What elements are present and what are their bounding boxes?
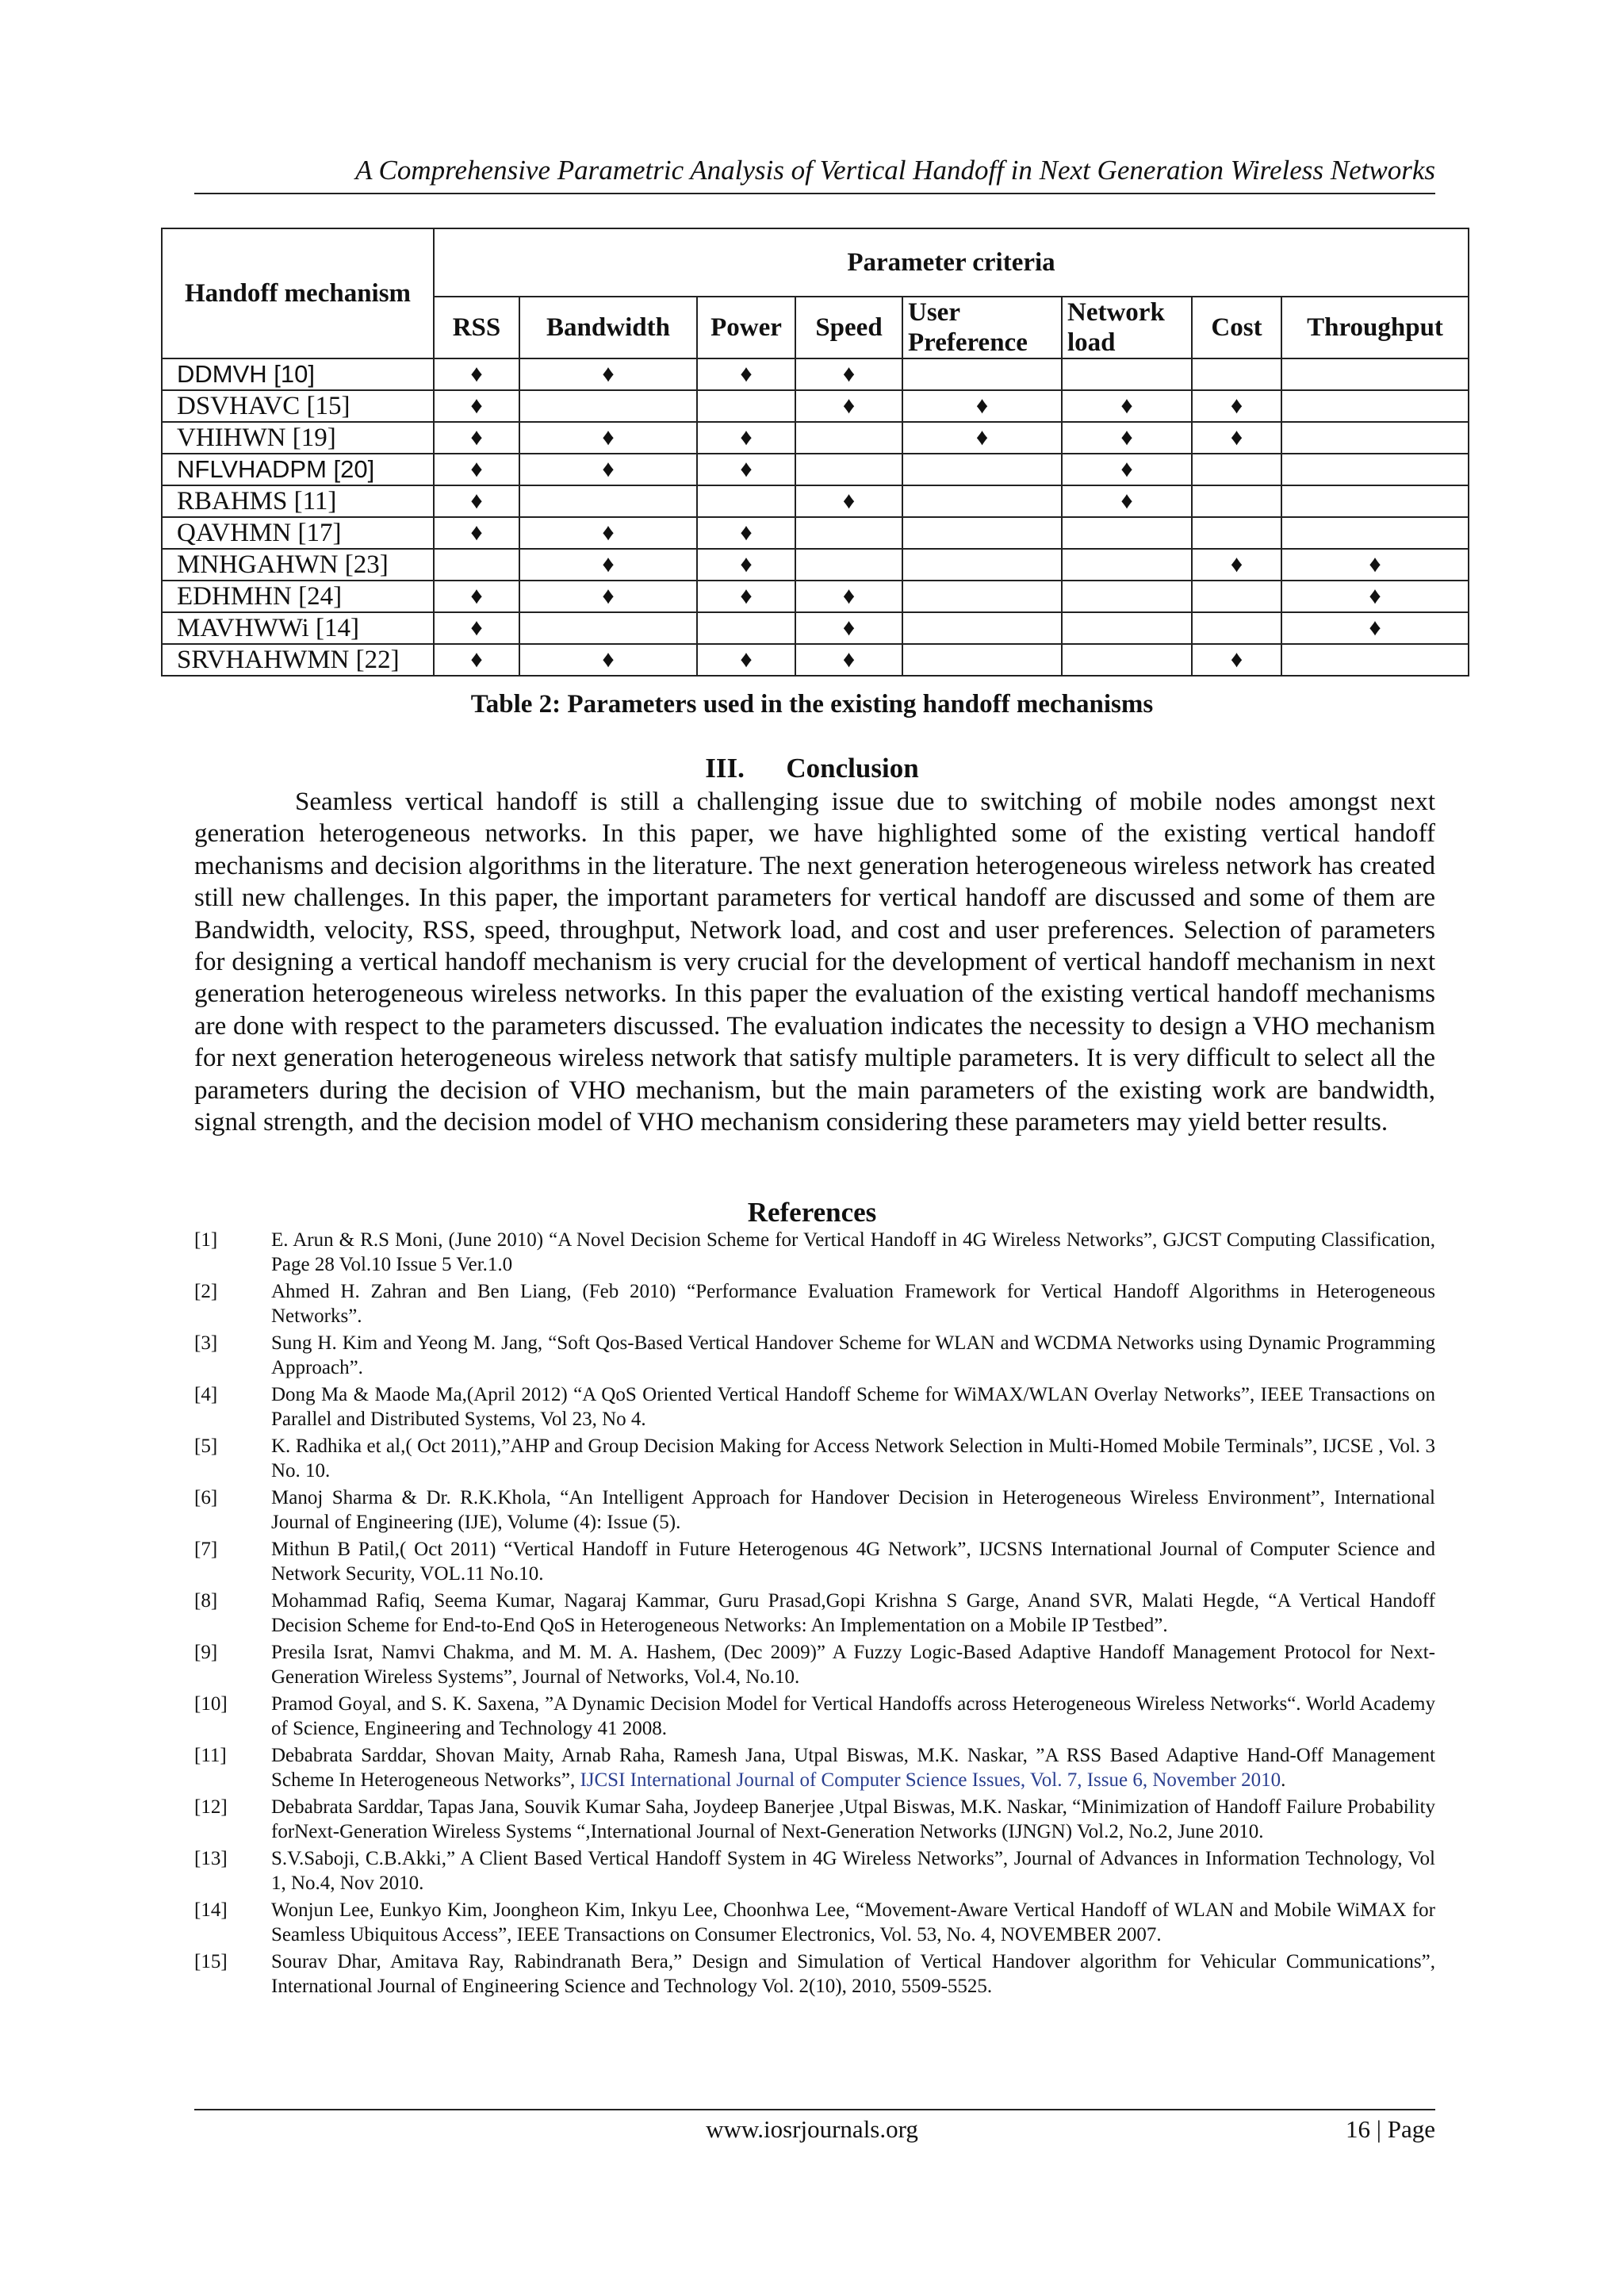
- reference-link[interactable]: IJCSI International Journal of Computer Science Issues, Vol. 7, Issue 6, November 2010: [580, 1769, 1281, 1791]
- parameter-cell: [697, 517, 795, 549]
- parameter-cell: [902, 390, 1062, 422]
- diamond-marker-icon: ♦: [602, 361, 615, 387]
- parameter-cell: [1192, 581, 1281, 612]
- mechanism-name: DSVHAVC [15]: [162, 390, 434, 422]
- reference-text: [271, 1485, 1435, 1535]
- diamond-marker-icon: ♦: [740, 646, 753, 673]
- reference-text: [271, 1640, 1435, 1689]
- diamond-marker-icon: ♦: [602, 456, 615, 482]
- table-row: [162, 612, 1469, 644]
- parameter-cell: [1281, 581, 1469, 612]
- diamond-marker-icon: ♦: [842, 615, 856, 641]
- mechanism-name: RBAHMS [11]: [162, 485, 434, 517]
- parameter-cell: [1192, 612, 1281, 644]
- reference-text: [271, 1537, 1435, 1586]
- diamond-marker-icon: ♦: [740, 361, 753, 387]
- parameter-cell: [1062, 612, 1192, 644]
- diamond-marker-icon: ♦: [842, 583, 856, 609]
- table-row: [162, 581, 1469, 612]
- reference-item: [194, 1846, 1435, 1895]
- mechanism-name: EDHMHN [24]: [162, 581, 434, 612]
- parameter-cell: [519, 390, 697, 422]
- reference-text-body: Mohammad Rafiq, Seema Kumar, Nagaraj Kammar, Guru Prasad,Gopi Krishna S Garge, Anand SVR, Malati Hegde, “A Vertical Handoff Decision Scheme for End-to-End QoS in Heterogeneous Networks: An Implementation on a Mobile IP Testbed”.: [271, 1590, 1435, 1636]
- parameter-cell: [434, 581, 519, 612]
- parameter-cell: [1192, 485, 1281, 517]
- parameter-cell: [1062, 517, 1192, 549]
- reference-number: [5]: [194, 1435, 218, 1457]
- diamond-marker-icon: ♦: [1120, 424, 1133, 450]
- reference-text-body: Sung H. Kim and Yeong M. Jang, “Soft Qos-Based Vertical Handover Scheme for WLAN and WCDMA Networks using Dynamic Programming Approach”.: [271, 1332, 1435, 1378]
- mechanism-name: MNHGAHWN [23]: [162, 549, 434, 581]
- references-list: [194, 1228, 1435, 2001]
- parameter-cell: [1062, 549, 1192, 581]
- reference-text: [271, 1589, 1435, 1638]
- diamond-marker-icon: ♦: [1369, 583, 1381, 609]
- references-heading: References: [747, 1197, 877, 1228]
- parameter-cell: [697, 422, 795, 454]
- parameter-cell: [434, 358, 519, 390]
- diamond-marker-icon: ♦: [1120, 456, 1133, 482]
- diamond-marker-icon: ♦: [470, 583, 483, 609]
- diamond-marker-icon: ♦: [842, 393, 856, 419]
- parameter-cell: [519, 358, 697, 390]
- diamond-marker-icon: ♦: [602, 424, 615, 450]
- diamond-marker-icon: ♦: [470, 424, 483, 450]
- reference-number: [6]: [194, 1487, 218, 1508]
- reference-item: [194, 1898, 1435, 1947]
- parameter-cell: [697, 612, 795, 644]
- reference-number: [15]: [194, 1951, 228, 1972]
- reference-item: [194, 1743, 1435, 1792]
- reference-text-body: Sourav Dhar, Amitava Ray, Rabindranath Bera,” Design and Simulation of Vertical Handover algorithm for Vehicular Communications”, International Journal of Engineering Science and Technology Vol. 2(10), 2010, 5509-5525.: [271, 1951, 1435, 1997]
- parameter-cell: [434, 644, 519, 676]
- column-header: Throughput: [1281, 297, 1469, 358]
- table-row: [162, 390, 1469, 422]
- reference-item: [194, 1382, 1435, 1432]
- diamond-marker-icon: ♦: [740, 424, 753, 450]
- parameter-cell: [434, 454, 519, 485]
- parameter-cell: [1192, 517, 1281, 549]
- reference-item: [194, 1434, 1435, 1483]
- column-header: Power: [697, 297, 795, 358]
- diamond-marker-icon: ♦: [602, 583, 615, 609]
- table-row: [162, 485, 1469, 517]
- reference-text: [271, 1743, 1435, 1792]
- parameter-cell: [902, 612, 1062, 644]
- parameter-cell: [434, 517, 519, 549]
- running-header: A Comprehensive Parametric Analysis of Vertical Handoff in Next Generation Wireless Networks: [355, 155, 1435, 186]
- reference-text: [271, 1228, 1435, 1277]
- diamond-marker-icon: ♦: [602, 646, 615, 673]
- reference-item: [194, 1279, 1435, 1328]
- parameter-cell: [902, 485, 1062, 517]
- diamond-marker-icon: ♦: [1369, 551, 1381, 577]
- reference-number: [10]: [194, 1693, 228, 1715]
- parameter-cell: [519, 454, 697, 485]
- reference-text: [271, 1692, 1435, 1741]
- column-header: Bandwidth: [519, 297, 697, 358]
- reference-text-body: Presila Israt, Namvi Chakma, and M. M. A. Hashem, (Dec 2009)” A Fuzzy Logic-Based Adaptive Handoff Management Protocol for Next-Generation Wireless Systems”, Journal of Networks, Vol.4, No.10.: [271, 1642, 1435, 1688]
- diamond-marker-icon: ♦: [470, 393, 483, 419]
- parameter-cell: [902, 581, 1062, 612]
- mechanism-name: VHIHWN [19]: [162, 422, 434, 454]
- reference-text-body: Manoj Sharma & Dr. R.K.Khola, “An Intelligent Approach for Handover Decision in Heterogeneous Wireless Environment”, International Journal of Engineering (IJE), Volume (4): Issue (5).: [271, 1487, 1435, 1533]
- footer-website: www.iosrjournals.org: [706, 2115, 918, 2143]
- footer-rule: [194, 2109, 1435, 2110]
- parameter-cell: [1192, 358, 1281, 390]
- diamond-marker-icon: ♦: [842, 646, 856, 673]
- diamond-marker-icon: ♦: [1230, 393, 1243, 419]
- reference-text-body: E. Arun & R.S Moni, (June 2010) “A Novel Decision Scheme for Vertical Handoff in 4G Wireless Networks”, GJCST Computing Classification, Page 28 Vol.10 Issue 5 Ver.1.0: [271, 1229, 1435, 1275]
- reference-number: [12]: [194, 1796, 228, 1818]
- parameter-cell: [519, 549, 697, 581]
- diamond-marker-icon: ♦: [470, 519, 483, 546]
- parameter-cell: [697, 581, 795, 612]
- reference-number: [11]: [194, 1745, 227, 1766]
- diamond-marker-icon: ♦: [1120, 488, 1133, 514]
- diamond-marker-icon: ♦: [975, 424, 989, 450]
- reference-number: [3]: [194, 1332, 218, 1354]
- table-row: [162, 454, 1469, 485]
- parameter-cell: [902, 644, 1062, 676]
- parameter-cell: [1062, 454, 1192, 485]
- mechanism-name: DDMVH [10]: [162, 358, 434, 390]
- parameter-cell: [434, 612, 519, 644]
- parameter-cell: [1192, 644, 1281, 676]
- parameter-cell: [1062, 358, 1192, 390]
- column-header: Network load: [1062, 297, 1192, 358]
- reference-number: [2]: [194, 1281, 218, 1302]
- parameter-cell: [1192, 454, 1281, 485]
- reference-item: [194, 1692, 1435, 1741]
- parameter-cell: [902, 517, 1062, 549]
- table-caption: Table 2: Parameters used in the existing handoff mechanisms: [470, 690, 1154, 719]
- table-row: [162, 644, 1469, 676]
- diamond-marker-icon: ♦: [740, 583, 753, 609]
- diamond-marker-icon: ♦: [1230, 424, 1243, 450]
- parameter-cell: [697, 358, 795, 390]
- parameter-cell: [902, 422, 1062, 454]
- reference-item: [194, 1795, 1435, 1844]
- parameter-cell: [697, 390, 795, 422]
- parameter-cell: [1192, 390, 1281, 422]
- parameter-cell: [1281, 612, 1469, 644]
- diamond-marker-icon: ♦: [740, 519, 753, 546]
- reference-text-body: S.V.Saboji, C.B.Akki,” A Client Based Vertical Handoff System in 4G Wireless Networks”, Journal of Advances in Information Technology, Vol 1, No.4, Nov 2010.: [271, 1848, 1435, 1894]
- reference-text: [271, 1795, 1435, 1844]
- reference-text: [271, 1898, 1435, 1947]
- column-header: Cost: [1192, 297, 1281, 358]
- parameter-cell: [902, 549, 1062, 581]
- conclusion-paragraph: Seamless vertical handoff is still a challenging issue due to switching of mobile nodes amongst next generation heterogeneous networks. In this paper, we have highlighted some of the existing vertical handoff mechanisms and decision algorithms in the literature. The next generation heterogeneous wireless network has created still new challenges. In this paper, the important parameters for vertical handoff are discussed and some of them are Bandwidth, velocity, RSS, speed, throughput, Network load, and cost and user preferences. Selection of parameters for designing a vertical handoff mechanism is very crucial for the development of vertical handoff mechanism in next generation heterogeneous wireless networks. In this paper the evaluation of the existing vertical handoff mechanisms are done with respect to the parameters discussed. The evaluation indicates the necessity to design a VHO mechanism for next generation heterogeneous wireless network that satisfy multiple parameters. It is very difficult to select all the parameters during the decision of VHO mechanism, but the main parameters of the existing work are bandwidth, signal strength, and the decision model of VHO mechanism considering these parameters may yield better results.: [194, 788, 1435, 1137]
- parameter-cell: [795, 454, 902, 485]
- parameter-cell: [519, 581, 697, 612]
- parameters-table: [161, 228, 1469, 677]
- diamond-marker-icon: ♦: [602, 551, 615, 577]
- parameter-criteria-header: Parameter criteria: [434, 228, 1469, 297]
- parameter-cell: [795, 422, 902, 454]
- parameter-cell: [697, 549, 795, 581]
- parameter-cell: [795, 517, 902, 549]
- mechanism-name: QAVHMN [17]: [162, 517, 434, 549]
- parameter-cell: [795, 612, 902, 644]
- reference-text-body: Pramod Goyal, and S. K. Saxena, ”A Dynamic Decision Model for Vertical Handoffs across Heterogeneous Wireless Networks“. World Academy of Science, Engineering and Technology 41 2008.: [271, 1693, 1435, 1739]
- column-header: Speed: [795, 297, 902, 358]
- parameter-cell: [902, 454, 1062, 485]
- diamond-marker-icon: ♦: [470, 361, 483, 387]
- diamond-marker-icon: ♦: [975, 393, 989, 419]
- parameter-cell: [519, 644, 697, 676]
- reference-text-body: Wonjun Lee, Eunkyo Kim, Joongheon Kim, Inkyu Lee, Choonhwa Lee, “Movement-Aware Vertical Handoff of WLAN and Mobile WiMAX for Seamless Ubiquitous Access”, IEEE Transactions on Consumer Electronics, Vol. 53, No. 4, NOVEMBER 2007.: [271, 1899, 1435, 1945]
- diamond-marker-icon: ♦: [740, 551, 753, 577]
- reference-text: [271, 1331, 1435, 1380]
- reference-text: [271, 1949, 1435, 1999]
- parameter-cell: [1281, 422, 1469, 454]
- parameter-cell: [519, 422, 697, 454]
- parameter-cell: [519, 517, 697, 549]
- parameter-cell: [1281, 454, 1469, 485]
- table-body: [162, 358, 1469, 676]
- reference-text-body: Debabrata Sarddar, Shovan Maity, Arnab Raha, Ramesh Jana, Utpal Biswas, M.K. Naskar, ”A RSS Based Adaptive Hand-Off Management Scheme In Heterogeneous Networks”,: [271, 1745, 1435, 1791]
- parameter-cell: [1281, 390, 1469, 422]
- parameter-cell: [434, 422, 519, 454]
- diamond-marker-icon: ♦: [1120, 393, 1133, 419]
- reference-text-body: Ahmed H. Zahran and Ben Liang, (Feb 2010) “Performance Evaluation Framework for Vertical Handoff Algorithms in Heterogeneous Networks”.: [271, 1281, 1435, 1327]
- diamond-marker-icon: ♦: [740, 456, 753, 482]
- diamond-marker-icon: ♦: [842, 361, 856, 387]
- diamond-marker-icon: ♦: [470, 488, 483, 514]
- diamond-marker-icon: ♦: [1230, 646, 1243, 673]
- parameter-cell: [697, 454, 795, 485]
- diamond-marker-icon: ♦: [470, 646, 483, 673]
- page-number: 16 | Page: [1346, 2115, 1435, 2143]
- reference-number: [14]: [194, 1899, 228, 1921]
- parameter-cell: [1281, 358, 1469, 390]
- table-row: [162, 517, 1469, 549]
- diamond-marker-icon: ♦: [602, 519, 615, 546]
- reference-text: [271, 1279, 1435, 1328]
- parameter-cell: [519, 485, 697, 517]
- mechanism-name: NFLVHADPM [20]: [162, 454, 434, 485]
- parameter-cell: [1281, 549, 1469, 581]
- diamond-marker-icon: ♦: [470, 615, 483, 641]
- table-row: [162, 358, 1469, 390]
- parameter-cell: [1192, 422, 1281, 454]
- reference-item: [194, 1228, 1435, 1277]
- parameter-cell: [1062, 390, 1192, 422]
- parameter-cell: [1281, 485, 1469, 517]
- reference-text: [271, 1382, 1435, 1432]
- reference-text-body: Mithun B Patil,( Oct 2011) “Vertical Handoff in Future Heterogenous 4G Network”, IJCSNS International Journal of Computer Science and Network Security, VOL.11 No.10.: [271, 1539, 1435, 1585]
- diamond-marker-icon: ♦: [470, 456, 483, 482]
- handoff-mechanism-header: Handoff mechanism: [162, 228, 434, 358]
- reference-number: [1]: [194, 1229, 218, 1251]
- reference-item: [194, 1640, 1435, 1689]
- reference-number: [9]: [194, 1642, 218, 1663]
- column-header: RSS: [434, 297, 519, 358]
- header-rule: [194, 193, 1435, 194]
- reference-number: [7]: [194, 1539, 218, 1560]
- parameter-cell: [795, 549, 902, 581]
- reference-item: [194, 1485, 1435, 1535]
- table-row: [162, 549, 1469, 581]
- parameter-cell: [902, 358, 1062, 390]
- parameter-cell: [1062, 581, 1192, 612]
- reference-text-tail: .: [1281, 1769, 1286, 1791]
- reference-text-body: Debabrata Sarddar, Tapas Jana, Souvik Kumar Saha, Joydeep Banerjee ,Utpal Biswas, M.K. Naskar, “Minimization of Handoff Failure Probability forNext-Generation Wireless Systems “,International Journal of Next-Generation Networks (IJNGN) Vol.2, No.2, June 2010.: [271, 1796, 1435, 1842]
- parameter-cell: [1062, 422, 1192, 454]
- reference-text: [271, 1846, 1435, 1895]
- column-header: User Preference: [902, 297, 1062, 358]
- reference-text-body: Dong Ma & Maode Ma,(April 2012) “A QoS Oriented Vertical Handoff Scheme for WiMAX/WLAN Overlay Networks”, IEEE Transactions on Parallel and Distributed Systems, Vol 23, No 4.: [271, 1384, 1435, 1430]
- diamond-marker-icon: ♦: [842, 488, 856, 514]
- parameter-cell: [1062, 485, 1192, 517]
- reference-text-body: K. Radhika et al,( Oct 2011),”AHP and Group Decision Making for Access Network Selection in Multi-Homed Mobile Terminals”, IJCSE , Vol. 3 No. 10.: [271, 1435, 1435, 1481]
- section-heading: III. Conclusion: [705, 753, 919, 784]
- table-row: [162, 422, 1469, 454]
- parameter-cell: [795, 390, 902, 422]
- reference-number: [4]: [194, 1384, 218, 1405]
- reference-item: [194, 1949, 1435, 1999]
- parameter-cell: [1192, 549, 1281, 581]
- parameter-cell: [795, 644, 902, 676]
- parameter-cell: [697, 644, 795, 676]
- table-header-row: [162, 228, 1469, 297]
- diamond-marker-icon: ♦: [1369, 615, 1381, 641]
- parameter-cell: [795, 358, 902, 390]
- mechanism-name: MAVHWWi [14]: [162, 612, 434, 644]
- parameter-cell: [434, 390, 519, 422]
- mechanism-name: SRVHAHWMN [22]: [162, 644, 434, 676]
- reference-item: [194, 1331, 1435, 1380]
- parameter-cell: [1281, 517, 1469, 549]
- parameter-cell: [519, 612, 697, 644]
- reference-item: [194, 1537, 1435, 1586]
- parameter-cell: [1062, 644, 1192, 676]
- reference-number: [8]: [194, 1590, 218, 1612]
- parameter-cell: [697, 485, 795, 517]
- parameter-cell: [795, 485, 902, 517]
- parameter-cell: [434, 549, 519, 581]
- reference-text: [271, 1434, 1435, 1483]
- diamond-marker-icon: ♦: [1230, 551, 1243, 577]
- reference-number: [13]: [194, 1848, 228, 1869]
- parameter-cell: [795, 581, 902, 612]
- parameter-cell: [434, 485, 519, 517]
- parameter-cell: [1281, 644, 1469, 676]
- reference-item: [194, 1589, 1435, 1638]
